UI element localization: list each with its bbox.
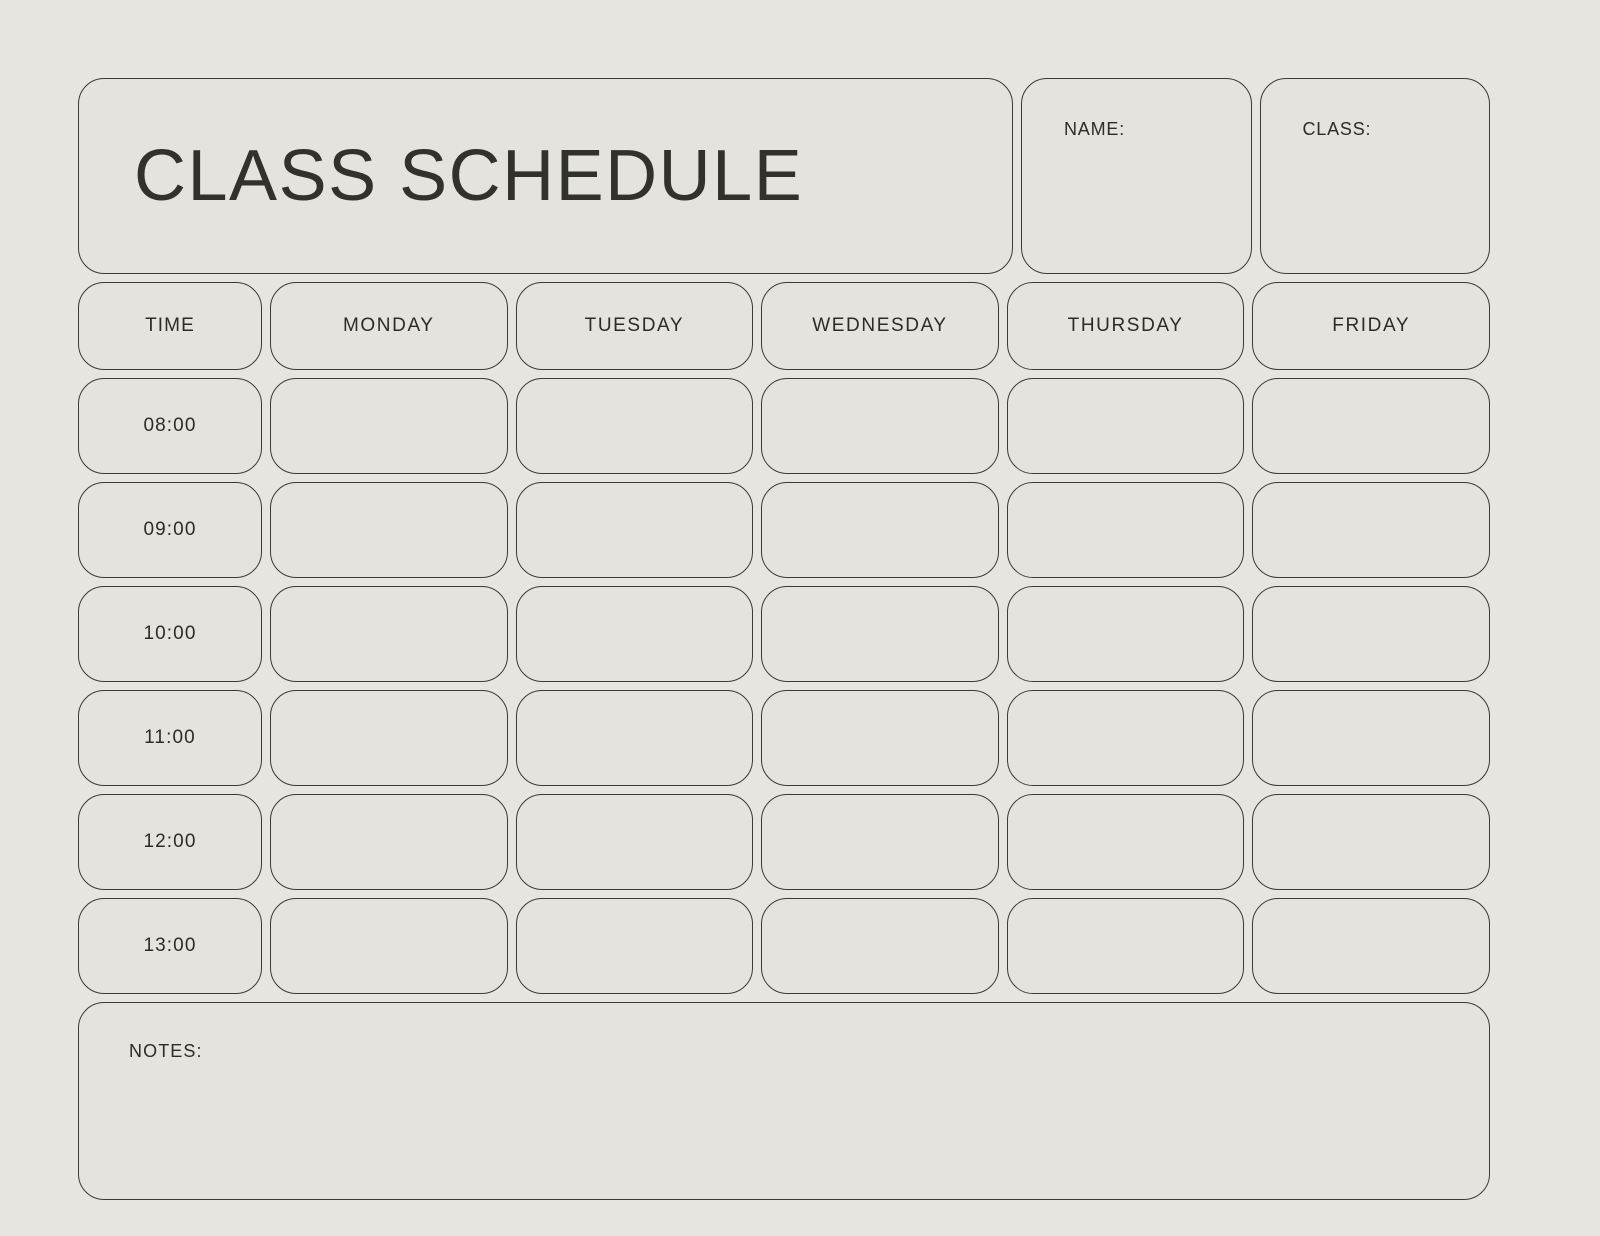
time-label: 08:00 bbox=[78, 378, 262, 474]
title-card bbox=[78, 78, 1013, 274]
schedule-cell[interactable] bbox=[270, 690, 508, 786]
class-field[interactable] bbox=[1260, 78, 1491, 274]
page-title: CLASS SCHEDULE bbox=[134, 136, 804, 216]
header-row bbox=[78, 78, 1490, 274]
schedule-cell[interactable] bbox=[1007, 586, 1245, 682]
schedule-cell[interactable] bbox=[761, 378, 999, 474]
schedule-cell[interactable] bbox=[516, 690, 754, 786]
table-row bbox=[78, 794, 1490, 890]
schedule-cell[interactable] bbox=[1252, 586, 1490, 682]
schedule-cell[interactable] bbox=[516, 898, 754, 994]
schedule-cell[interactable] bbox=[270, 794, 508, 890]
schedule-cell[interactable] bbox=[270, 482, 508, 578]
column-header-time: TIME bbox=[78, 282, 262, 370]
schedule-cell[interactable] bbox=[761, 586, 999, 682]
schedule-cell[interactable] bbox=[1007, 794, 1245, 890]
time-label: 11:00 bbox=[78, 690, 262, 786]
schedule-cell[interactable] bbox=[1007, 690, 1245, 786]
schedule-cell[interactable] bbox=[1007, 378, 1245, 474]
table-row bbox=[78, 690, 1490, 786]
schedule-cell[interactable] bbox=[270, 586, 508, 682]
schedule-cell[interactable] bbox=[1252, 794, 1490, 890]
time-label: 09:00 bbox=[78, 482, 262, 578]
table-row bbox=[78, 586, 1490, 682]
schedule-cell[interactable] bbox=[270, 898, 508, 994]
time-label: 13:00 bbox=[78, 898, 262, 994]
table-row bbox=[78, 898, 1490, 994]
schedule-cell[interactable] bbox=[1007, 898, 1245, 994]
name-field[interactable] bbox=[1021, 78, 1252, 274]
schedule-cell[interactable] bbox=[761, 794, 999, 890]
schedule-cell[interactable] bbox=[1007, 482, 1245, 578]
notes-field[interactable] bbox=[78, 1002, 1490, 1200]
column-header-wednesday: WEDNESDAY bbox=[761, 282, 999, 370]
class-label: CLASS: bbox=[1302, 119, 1372, 139]
time-label: 10:00 bbox=[78, 586, 262, 682]
schedule-cell[interactable] bbox=[1252, 482, 1490, 578]
schedule-cell[interactable] bbox=[761, 690, 999, 786]
column-header-thursday: THURSDAY bbox=[1007, 282, 1245, 370]
time-label: 12:00 bbox=[78, 794, 262, 890]
schedule-cell[interactable] bbox=[516, 482, 754, 578]
table-header-row bbox=[78, 282, 1490, 370]
schedule-cell[interactable] bbox=[516, 586, 754, 682]
schedule-cell[interactable] bbox=[761, 482, 999, 578]
name-label: NAME: bbox=[1064, 119, 1126, 139]
schedule-cell[interactable] bbox=[516, 794, 754, 890]
table-row bbox=[78, 378, 1490, 474]
schedule-cell[interactable] bbox=[761, 898, 999, 994]
schedule-cell[interactable] bbox=[270, 378, 508, 474]
column-header-monday: MONDAY bbox=[270, 282, 508, 370]
column-header-friday: FRIDAY bbox=[1252, 282, 1490, 370]
column-header-tuesday: TUESDAY bbox=[516, 282, 754, 370]
schedule-cell[interactable] bbox=[1252, 690, 1490, 786]
schedule-cell[interactable] bbox=[1252, 898, 1490, 994]
schedule-cell[interactable] bbox=[1252, 378, 1490, 474]
table-row bbox=[78, 482, 1490, 578]
notes-label: NOTES: bbox=[129, 1041, 203, 1061]
schedule-cell[interactable] bbox=[516, 378, 754, 474]
